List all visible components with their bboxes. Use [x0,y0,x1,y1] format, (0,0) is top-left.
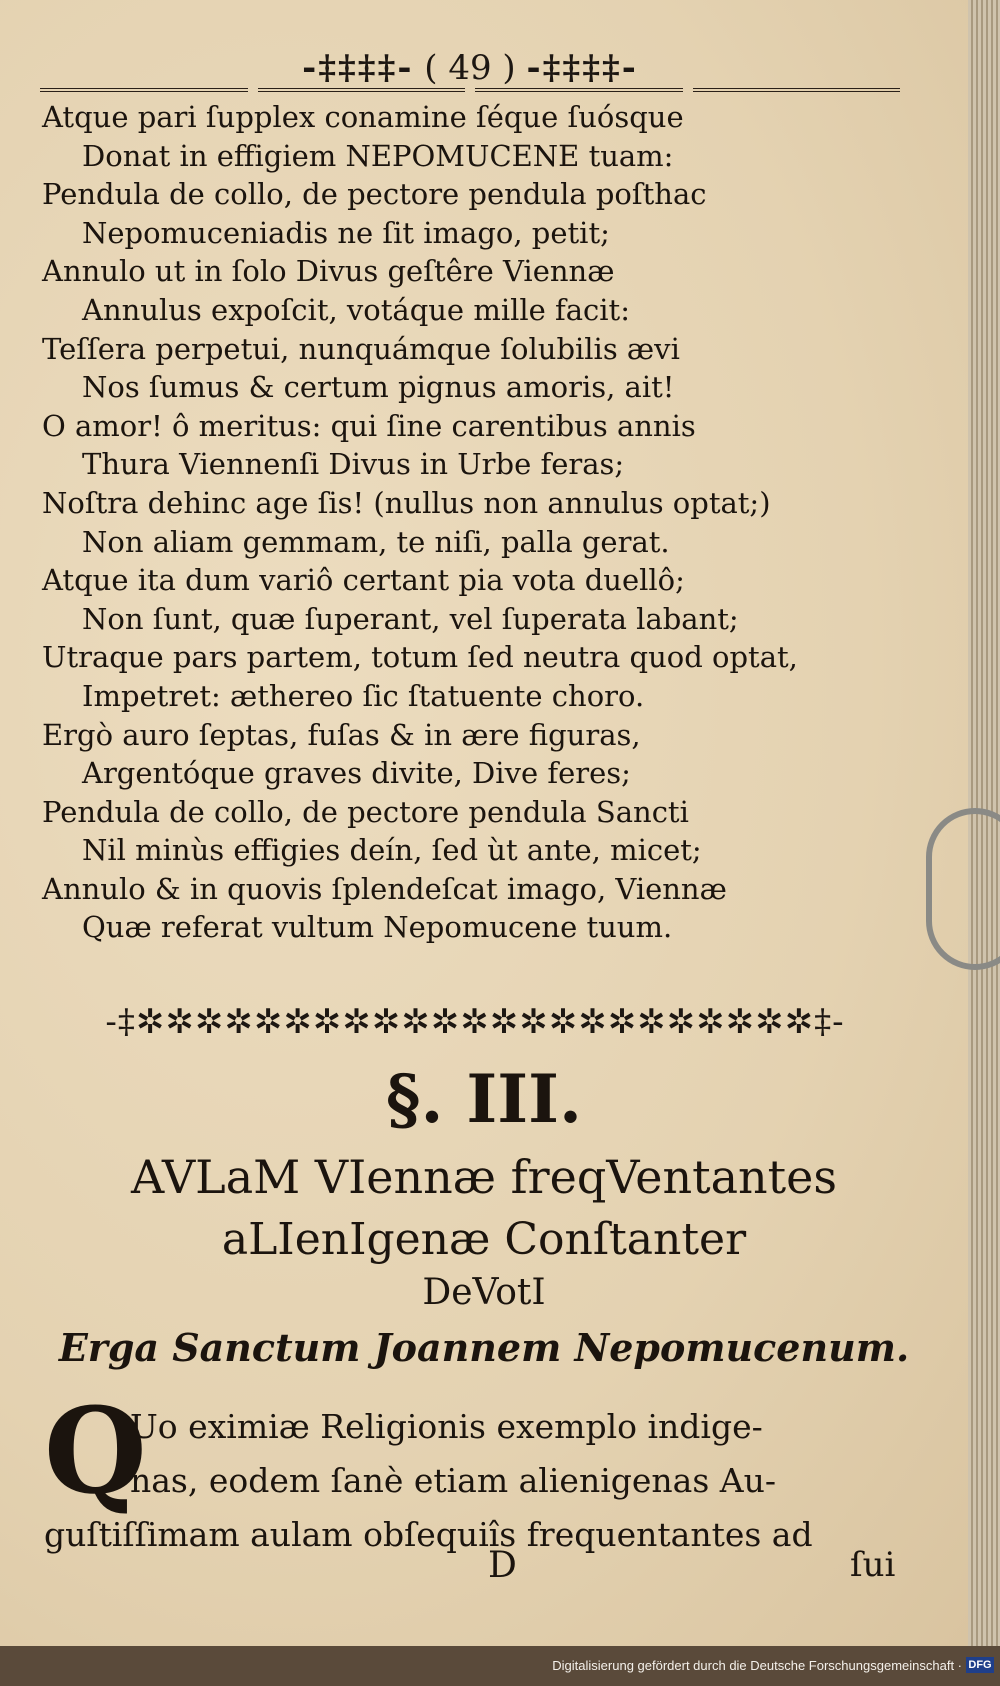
verse-line: Nos ſumus & certum pignus amoris, ait! [82,370,675,405]
funding-credit: Digitalisierung gefördert durch die Deutsche Forschungsgemeinschaft · [552,1658,962,1673]
section-title-line-3: DeVotI [422,1272,546,1313]
section-title-line-1: AVLaM VIennæ freqVentantes [131,1150,837,1204]
section-title-line-4: Erga Sanctum Joannem Nepomucenum. [58,1325,910,1370]
catchword: ſui [850,1545,896,1585]
verse-line: Teſſera perpetui, nunquámque ſolubilis ævi [42,331,680,366]
section-number: §. III. [385,1060,583,1138]
verse-line: Pendula de collo, de pectore pendula Sancti [42,794,689,829]
verse-line: O amor! ô meritus: qui ſine carentibus annis [42,408,696,443]
prose-paragraph [44,1400,910,1562]
verse-line: Nil minùs effigies deín, ſed ùt ante, micet; [82,833,702,868]
verse-line: Atque ita dum variô certant pia vota duellô; [42,563,685,598]
prose-line: Uo eximiæ Religionis exemplo indige- [130,1407,763,1446]
prose-line: nas, eodem ſanè etiam alienigenas Au- [130,1461,776,1500]
verse-line: Annulo & in quovis ſplendeſcat imago, Viennæ [42,871,727,906]
verse-line: Pendula de collo, de pectore pendula poſthac [42,177,707,212]
verse-line: Quæ referat vultum Nepomucene tuum. [82,910,673,945]
verse-line: Ergò auro ſeptas, fuſas & in ære figuras, [42,717,641,752]
verse-line: Impetret: æthereo ſic ſtatuente choro. [82,678,645,713]
book-clasp [926,808,1000,970]
verse-line: Argentóque graves divite, Dive feres; [82,756,631,791]
dfg-logo-icon: DFG [966,1657,994,1673]
verse-block [42,98,912,947]
header-left-ornament: -‡‡‡‡- [302,48,414,88]
section-title-line-2: aLIenIgenæ Conſtanter [221,1214,747,1265]
page-number: ( 49 ) [424,48,516,88]
verse-line: Non aliam gemmam, te niſi, palla gerat. [82,524,670,559]
verse-line: Annulo ut in ſolo Divus geſtêre Viennæ [42,254,615,289]
footer-bar [0,1652,1000,1686]
ornament-band: -‡✲✲✲✲✲✲✲✲✲✲✲✲✲✲✲✲✲✲✲✲✲✲✲‡- [105,1002,845,1042]
verse-line: Non ſunt, quæ ſuperant, vel ſuperata labant; [82,601,739,636]
verse-line: Noſtra dehinc age ſis! (nullus non annulus optat;) [42,485,771,520]
verse-line: Atque pari ſupplex conamine ſéque ſuósque [42,100,684,134]
verse-line: Nepomuceniadis ne ſit imago, petit; [82,215,610,250]
header-rule [40,88,900,94]
signature-mark: D [488,1545,517,1586]
verse-line: Thura Viennenſi Divus in Urbe feras; [82,447,625,482]
verse-line: Donat in effigiem NEPOMUCENE tuam: [82,138,674,173]
prose-line: guſtiſſimam aulam obſequiîs frequentantes ad [44,1515,813,1554]
header-right-ornament: -‡‡‡‡- [526,48,638,88]
verse-line: Annulus expoſcit, votáque mille facit: [82,292,630,327]
verse-line: Utraque pars partem, totum ſed neutra quod optat, [42,640,798,675]
page-header [40,48,900,88]
drop-cap: Q [44,1381,147,1520]
